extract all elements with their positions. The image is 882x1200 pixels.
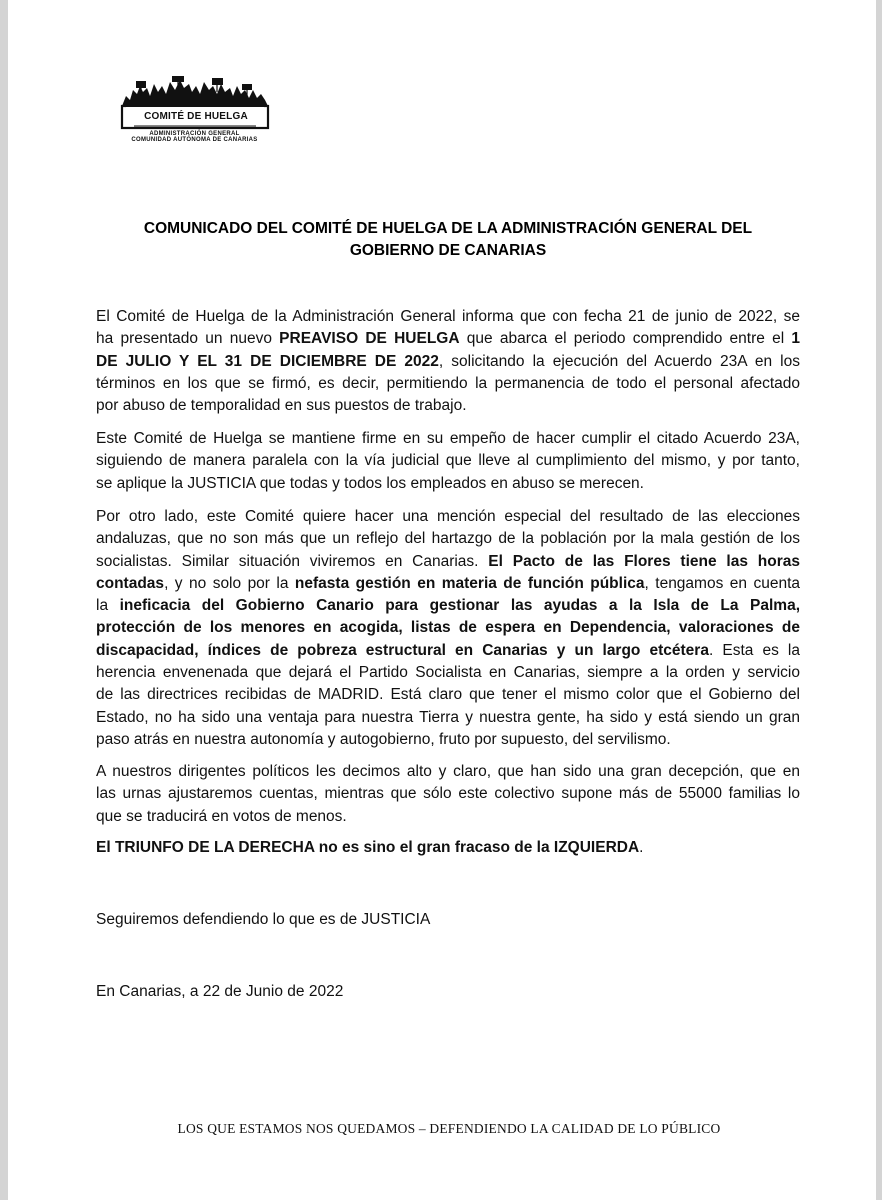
text-line: andaluzas, que no son más que un reflejo del hartazgo de la población por la mala gestión de los bbox=[96, 530, 800, 548]
bold-text: PREAVISO DE HUELGA bbox=[279, 330, 460, 348]
text-line: que se traducirá en votos de menos. bbox=[96, 807, 347, 825]
text-line: Por otro lado, este Comité quiere hacer una mención especial del resultado de las elecciones bbox=[96, 508, 800, 525]
bold-text: El TRIUNFO DE LA DERECHA no es sino el gran fracaso de la IZQUIERDA bbox=[96, 839, 640, 856]
text-line: DE JULIO Y EL 31 DE DICIEMBRE DE 2022, solicitando la ejecución del Acuerdo 23A en los bbox=[96, 352, 800, 370]
bold-text: 1 bbox=[791, 330, 801, 348]
text-line: El TRIUNFO DE LA DERECHA no es sino el gran fracaso de la IZQUIERDA. bbox=[96, 839, 644, 856]
text-line: las urnas ajustaremos cuentas, mientras que sólo este colectivo supone más de 55000 familias lo bbox=[96, 785, 800, 803]
text-line: la ineficacia del Gobierno Canario para gestionar las ayudas a la Isla de La Palma, bbox=[96, 597, 800, 615]
document-title bbox=[118, 218, 778, 262]
text-line: Estado, no ha sido una ventaja para nuestra Tierra y nuestra gente, ha sido y está siendo un gran bbox=[96, 708, 800, 726]
text-line bbox=[96, 617, 800, 639]
text-line: contadas, y no solo por la nefasta gestión en materia de función pública, tengamos en cuenta bbox=[96, 574, 800, 592]
text-line: paso atrás en nuestra autonomía y autogobierno, fruto por supuesto, del servilismo. bbox=[96, 730, 671, 748]
text-line: El Comité de Huelga de la Administración General informa que con fecha 21 de junio de 2022, se bbox=[96, 308, 800, 325]
paragraph-strike-notice bbox=[96, 306, 800, 417]
text-line: términos en los que se firmó, es decir, permitiendo la permanencia de todo el personal afectado bbox=[96, 374, 800, 392]
text-line: En Canarias, a 22 de Junio de 2022 bbox=[96, 983, 344, 1000]
paragraph-right-triumph bbox=[96, 837, 800, 859]
date-place-line bbox=[96, 981, 800, 1003]
text-line: A nuestros dirigentes políticos les decimos alto y claro, que han sido una gran decepción, que en bbox=[96, 763, 800, 780]
paragraph-committee-firm bbox=[96, 428, 800, 495]
text-line: siguiendo de manera paralela con la vía judicial que lleve al cumplimiento del mismo, y por tanto, bbox=[96, 452, 800, 470]
bold-text: DE JULIO Y EL 31 DE DICIEMBRE DE 2022 bbox=[96, 352, 439, 370]
logo-subtitle-2: COMUNIDAD AUTÓNOMA DE CANARIAS bbox=[131, 137, 258, 143]
text-line: ha presentado un nuevo PREAVISO DE HUELGA que abarca el periodo comprendido entre el 1 bbox=[96, 330, 801, 348]
text-line: socialistas. Similar situación viviremos en Canarias. El Pacto de las Flores tiene las horas bbox=[96, 552, 800, 570]
text-line: Seguiremos defendiendo lo que es de JUSTICIA bbox=[96, 911, 431, 928]
bold-text: discapacidad, índices de pobreza estructural en Canarias y un largo etcétera bbox=[96, 641, 709, 659]
paragraph-elections bbox=[96, 506, 800, 751]
paragraph-closing bbox=[96, 909, 800, 931]
title-line-2: GOBIERNO DE CANARIAS bbox=[349, 242, 547, 259]
logo-subtitle-1: ADMINISTRACIÓN GENERAL bbox=[149, 131, 240, 137]
bold-text: nefasta gestión en materia de función pública bbox=[294, 574, 645, 592]
footer-slogan: LOS QUE ESTAMOS NOS QUEDAMOS – DEFENDIENDO LA CALIDAD DE LO PÚBLICO bbox=[177, 1121, 721, 1136]
bold-text: contadas bbox=[96, 574, 165, 592]
logo-name: COMITÉ DE HUELGA bbox=[144, 111, 248, 122]
bold-text: El Pacto de las Flores tiene las horas bbox=[488, 552, 800, 570]
text-line: por abuso de temporalidad en sus puestos de trabajo. bbox=[96, 397, 467, 415]
bold-text: ineficacia del Gobierno Canario para gestionar las ayudas a la Isla de La Palma, bbox=[119, 597, 800, 615]
text-line: Este Comité de Huelga se mantiene firme en su empeño de hacer cumplir el citado Acuerdo 23A, bbox=[96, 430, 800, 447]
text-line: discapacidad, índices de pobreza estructural en Canarias y un largo etcétera. Esta es la bbox=[96, 641, 800, 659]
text-line: se aplique la JUSTICIA que todas y todos los empleados en abuso se merecen. bbox=[96, 474, 644, 492]
paragraph-politicians bbox=[96, 761, 800, 828]
document-page bbox=[8, 0, 876, 1200]
bold-text: protección de los menores en acogida, listas de espera en Dependencia, valoraciones de bbox=[96, 619, 800, 637]
strike-committee-logo bbox=[112, 76, 277, 148]
title-line-1: COMUNICADO DEL COMITÉ DE HUELGA DE LA ADMINISTRACIÓN GENERAL DEL bbox=[143, 220, 753, 237]
text-line: de las directrices recibidas de MADRID. Está claro que tener el mismo color que el Gobierno del bbox=[96, 686, 800, 704]
text-line: herencia envenenada que dejará el Partido Socialista en Canarias, siempre a la orden y servicio bbox=[96, 664, 800, 682]
